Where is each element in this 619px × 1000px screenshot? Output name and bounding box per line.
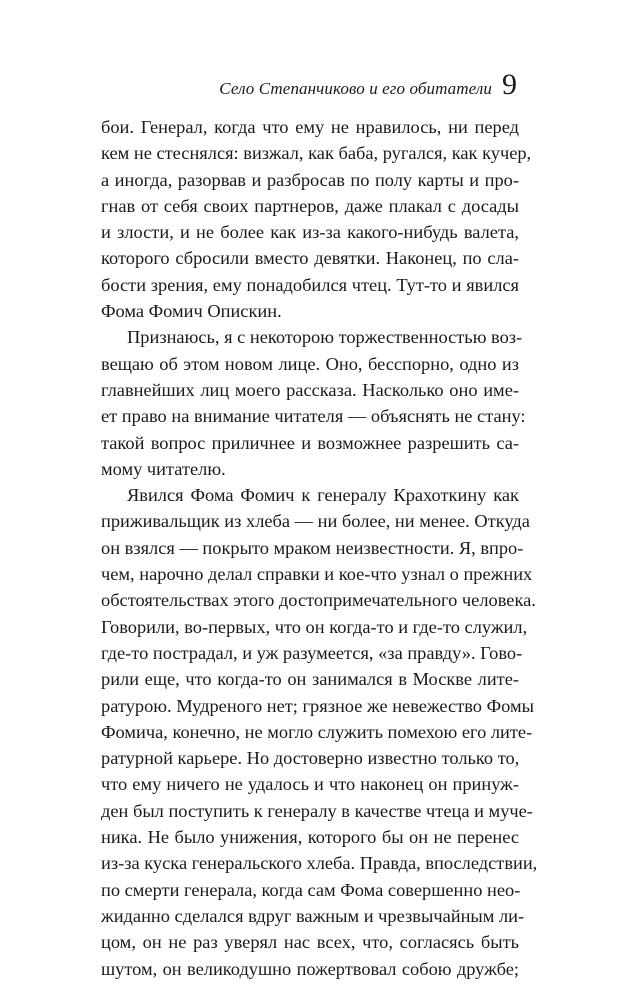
text-line: цом, он не раз уверял нас всех, что, согласясь быть [101, 932, 519, 953]
text-line: бости зрения, ему понадобился чтец. Тут-то и явился [101, 274, 519, 295]
text-line: что ему ничего не удалось и что наконец он принуж- [101, 774, 519, 795]
page-number: 9 [502, 68, 517, 101]
text-line: где-то пострадал, и уж разумеется, «за правду». Гово- [101, 642, 523, 663]
text-line: ника. Не было унижения, которого бы он не перенес [101, 827, 519, 848]
text-line: Фома Фомич Опискин. [101, 301, 282, 322]
text-line: такой вопрос приличнее и возможнее разрешить са- [101, 432, 519, 453]
text-line: ратурою. Мудреного нет; грязное же невежество Фомы [101, 695, 534, 716]
text-line: ратурной карьере. Но достоверно известно только то, [101, 748, 520, 769]
text-line: мому читателю. [101, 458, 226, 479]
text-line: чем, нарочно делал справки и кое-что узнал о прежних [101, 564, 533, 585]
text-line: ет право на внимание читателя — объяснять не стану: [101, 406, 526, 427]
text-line: а иногда, разорвав и разбросав по полу карты и про- [101, 169, 519, 190]
text-line: бои. Генерал, когда что ему не нравилось, ни перед [101, 117, 519, 137]
text-line: жиданно сделался вдруг важным и чрезвычайным ли- [101, 905, 525, 926]
text-line: шутом, он великодушно пожертвовал собою дружбе; [101, 958, 519, 979]
running-head [219, 70, 517, 100]
text-line: Явился Фома Фомич к генералу Крахоткину как [127, 485, 519, 506]
text-line: Говорили, во-первых, что он когда-то и где-то служил, [101, 616, 528, 637]
text-line: рили еще, что когда-то он занимался в Москве лите- [101, 669, 519, 690]
text-line: приживальщик из хлеба — ни более, ни менее. Откуда [101, 511, 530, 532]
running-title: Село Степанчиково и его обитатели [219, 79, 492, 98]
text-line: из-за куска генеральского хлеба. Правда, впоследствии, [101, 853, 538, 874]
body-text [101, 114, 538, 982]
text-line: по смерти генерала, когда сам Фома совершенно нео- [101, 879, 521, 900]
text-line: главнейших лиц моего рассказа. Насколько оно име- [101, 379, 519, 400]
text-line: Признаюсь, я с некоторою торжественностью воз- [127, 327, 523, 348]
text-line: ден был поступить к генералу в качестве чтеца и муче- [101, 800, 533, 821]
text-line: он взялся — покрыто мраком неизвестности. Я, впро- [101, 537, 524, 558]
text-line: гнав от себя своих партнеров, даже плакал с досады [101, 195, 519, 216]
text-line: которого сбросили вместо девятки. Наконец, по сла- [101, 248, 519, 269]
text-line: вещаю об этом новом лице. Оно, бесспорно, одно из [101, 353, 519, 374]
text-line: кем не стеснялся: визжал, как баба, ругался, как кучер, [101, 143, 532, 164]
text-line: обстоятельствах этого достопримечательного человека. [101, 590, 536, 611]
text-line: и злости, и не более как из-за какого-нибудь валета, [101, 222, 519, 243]
text-line: Фомича, конечно, не могло служить помехою его лите- [101, 721, 533, 742]
